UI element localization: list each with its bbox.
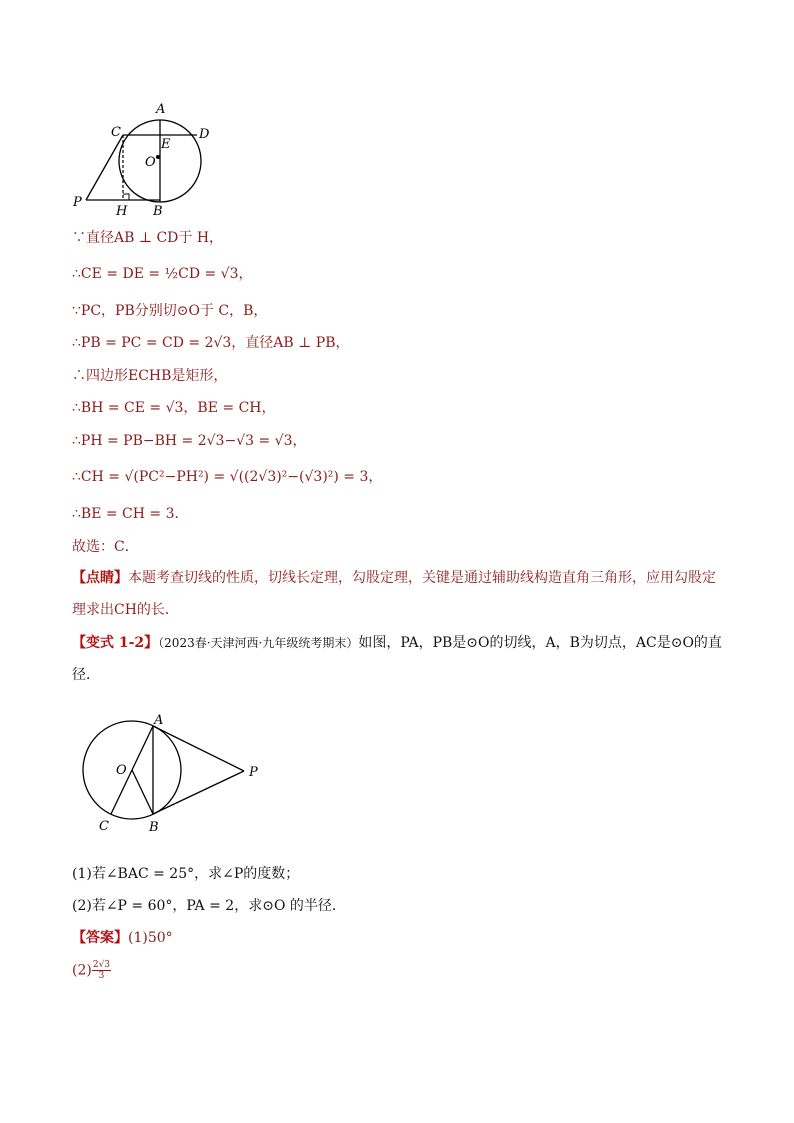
answer-denominator: 3 (98, 971, 105, 981)
label-b-2: B (149, 820, 159, 835)
solution-line-6: ∴BH = CE = √3，BE = CH， (72, 400, 276, 416)
segment-ao (132, 726, 153, 770)
solution-line-4: ∴PB = PC = CD = 2√3，直径AB ⊥ PB， (72, 335, 350, 351)
solution-choice: 故选：C． (72, 539, 139, 555)
label-c: C (111, 125, 121, 140)
solution-line-2: ∴CE = DE = ½CD = √3， (72, 266, 253, 282)
center-dot (156, 155, 160, 159)
label-c-2: C (99, 819, 109, 834)
solution-line-5: ∴四边形ECHB是矩形， (72, 368, 228, 384)
answer-part2-prefix: (2) (72, 962, 92, 979)
figure-circle-tangent-2 (80, 710, 270, 840)
label-p: P (73, 195, 82, 210)
solution-line-1: ∵直径AB ⊥ CD于 H， (72, 230, 224, 246)
label-o-2: O (116, 763, 127, 778)
variant-tag: 【变式 1-2】 (72, 635, 159, 651)
variant-block (72, 627, 722, 691)
label-o: O (145, 155, 156, 170)
answer-numerator: 2√3 (92, 960, 111, 970)
label-d: D (199, 127, 210, 142)
tangent-pa (153, 726, 244, 771)
label-h: H (116, 204, 128, 219)
solution-line-8: ∴CH = √(PC²−PH²) = √((2√3)²−(√3)²) = 3， (72, 469, 383, 485)
solution-line-7: ∴PH = PB−BH = 2√3−√3 = √3， (72, 433, 307, 449)
label-a: A (156, 102, 166, 117)
label-a-2: A (154, 713, 164, 728)
label-p-2: P (249, 765, 258, 780)
answer-line-1 (72, 928, 173, 948)
tangent-pc (86, 135, 123, 200)
solution-line-3: ∵PC，PB分别切⊙O于 C，B， (72, 303, 268, 319)
label-e: E (161, 137, 171, 152)
figure-circle-tangent-1 (70, 95, 230, 220)
tangent-pb-2 (153, 771, 244, 814)
label-b: B (153, 204, 163, 219)
variant-source: （2023春·天津河西·九年级统考期末） (158, 636, 359, 650)
comment-block (72, 562, 722, 626)
comment-tag: 【点睛】 (72, 570, 128, 586)
answer-fraction (92, 960, 111, 981)
solution-line-9: ∴BE = CH = 3． (72, 506, 189, 522)
question-1: (1)若∠BAC = 25°，求∠P的度数； (72, 866, 300, 882)
question-2: (2)若∠P = 60°，PA = 2，求⊙O 的半径． (72, 898, 346, 914)
answer-tag: 【答案】 (72, 930, 128, 946)
segment-ob (132, 770, 153, 814)
answer-part1: (1)50° (128, 930, 173, 946)
answer-line-2 (72, 960, 111, 981)
right-angle-mark (123, 194, 129, 200)
variant-text: 如图，PA，PB是⊙O的切线，A，B为切点，AC是⊙O的直径． (72, 635, 722, 683)
comment-text: 本题考查切线的性质，切线长定理，勾股定理，关键是通过辅助线构造直角三角形，应用勾股定理求出CH的长． (72, 570, 716, 618)
